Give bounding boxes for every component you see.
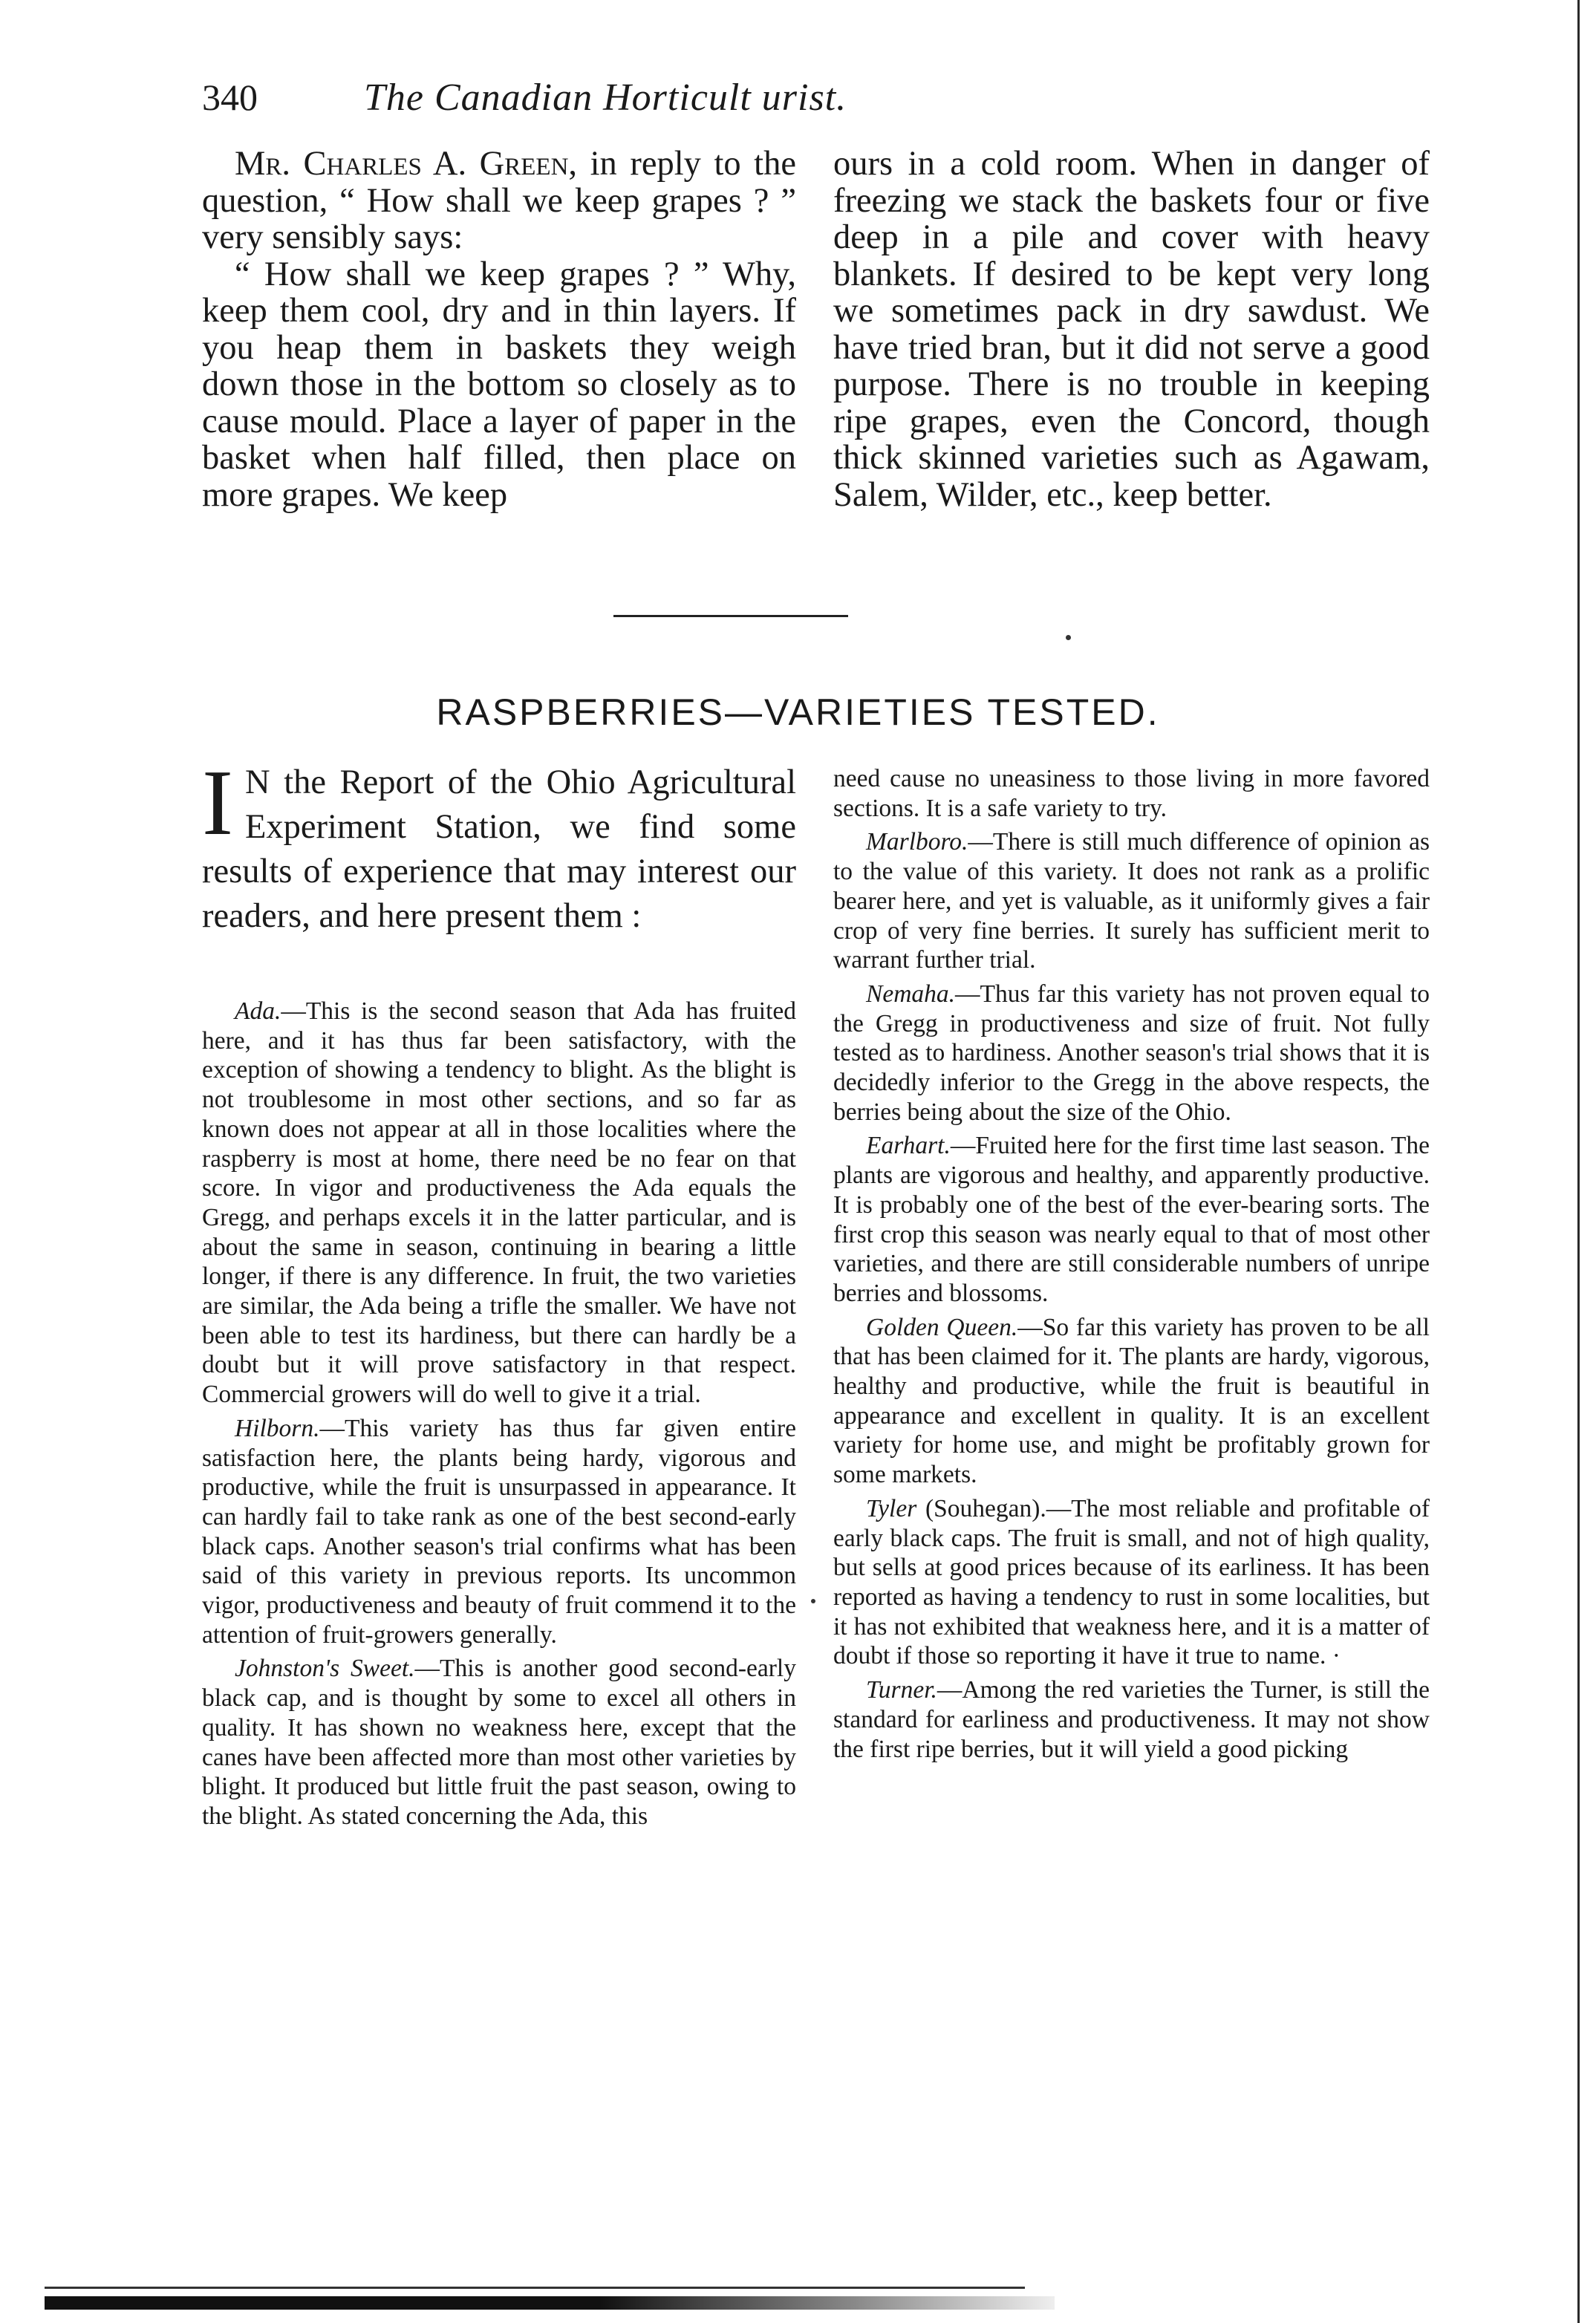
variety-name: Tyler — [866, 1494, 917, 1522]
running-title: The Canadian Horticult urist. — [364, 76, 847, 119]
variety-entry-golden-queen — [833, 1313, 1430, 1490]
variety-name: Hilborn. — [235, 1414, 320, 1442]
top-article-paragraph: ours in a cold room. When in danger of freezing we stack the baskets four or five deep in a pile and cover with heavy blankets. If desired to be kept very long we sometimes pack in dry sawdust. We have tried bran, but it did not serve a good purpose. There is no trouble in keeping ripe grapes, even the Concord, though thick skinned varieties such as Agawam, Salem, Wilder, etc., keep better. — [833, 145, 1430, 514]
variety-entry-turner — [833, 1675, 1430, 1764]
variety-text: —Thus far this variety has not proven equal to the Gregg in productiveness and size of fruit. Not fully tested as to hardiness. Another season's trial shows that it is decidedly inferior to the Gregg in the above respects, the berries being about the size of the Ohio. — [833, 980, 1430, 1126]
variety-name: Turner. — [866, 1676, 937, 1704]
variety-text: —This variety has thus far given entire satisfaction here, the plants being hardy, vigorous and productive, while the fruit is unsurpassed in appearance. It can hardly fail to take rank as one of the best second-early black caps. Another season's trial confirms what has been said of this variety in previous reports. Its uncommon vigor, productiveness and beauty of fruit commend it to the attention of fruit-growers generally. — [202, 1414, 796, 1649]
paragraph-text: , in reply to the question, “ How shall we keep grapes ? ” very sensibly says: — [202, 145, 796, 256]
variety-text: —Among the red varieties the Turner, is still the standard for earliness and productiveness. It may not show the first ripe berries, but it will yield a good picking — [833, 1676, 1430, 1763]
variety-name: Ada. — [235, 997, 281, 1025]
variety-text: —So far this variety has proven to be all that has been claimed for it. The plants are hardy, vigorous, healthy and productive, while the fruit is beautiful in appearance and excellent in quality. It is an excellent variety for home use, and might be profitably grown for some markets. — [833, 1313, 1430, 1489]
variety-entry-nemaha — [833, 980, 1430, 1127]
variety-text: —Fruited here for the first time last season. The plants are vigorous and healthy, and apparently productive. It is probably one of the best of the ever-bearing sorts. The first crop this season was nearly equal to that of most other varieties, and there are still considerable numbers of unripe berries and blossoms. — [833, 1132, 1430, 1307]
variety-entry-earhart — [833, 1131, 1430, 1308]
top-article-left-column — [202, 146, 796, 513]
print-speck — [1066, 635, 1071, 640]
top-article-paragraph: “ How shall we keep grapes ? ” Why, keep them cool, dry and in thin layers. If you heap them in baskets they weigh down those in the bottom so closely as to cause mould. Place a layer of paper in the basket when half filled, then place on more grapes. We keep — [202, 255, 796, 514]
variety-name: Marlboro. — [866, 828, 968, 856]
variety-entry-hilborn — [202, 1414, 796, 1650]
variety-name: Nemaha. — [866, 980, 956, 1008]
section-divider-rule — [613, 615, 848, 617]
article-headline: RASPBERRIES—VARIETIES TESTED. — [436, 691, 1160, 733]
variety-entry-johnstons-sweet — [202, 1654, 796, 1831]
page-edge-line — [1577, 0, 1580, 2323]
author-name: Mr. Charles A. Green — [235, 145, 569, 183]
variety-text: —There is still much difference of opinion as to the value of this variety. It does not rank as a prolific bearer here, and yet is valuable, as it uniformly gives a fair crop of very fine berries. It surely has sufficient merit to warrant further trial. — [833, 828, 1430, 974]
variety-text: —This is the second season that Ada has fruited here, and it has thus far been satisfactory, with the exception of showing a tendency to blight. As the blight is not troublesome in most other sections, and so far as known does not appear at all in those localities where the raspberry is most at home, there need be no fear on that score. In vigor and productiveness the Ada equals the Gregg, and perhaps excels it in the latter particular, and is about the same in season, continuing in bearing a little longer, if there is any difference. In fruit, the two varieties are similar, the Ada being a trifle the smaller. We have not been able to test its hardiness, but there can hardly be a doubt but it will prove satisfactory in that respect. Commercial growers will do well to give it a trial. — [202, 997, 796, 1409]
variety-entry-tyler — [833, 1494, 1430, 1671]
top-article-right-column — [833, 146, 1430, 513]
article-lead — [202, 752, 796, 939]
scan-bottom-line — [45, 2287, 1025, 2289]
variety-entry-ada — [202, 997, 796, 1410]
continued-paragraph: need cause no uneasiness to those living in more favored sections. It is a safe variety to try. — [833, 765, 1430, 822]
variety-name: Earhart. — [866, 1132, 951, 1160]
top-article-paragraph — [202, 146, 796, 256]
variety-text: (Souhegan).—The most reliable and profitable of early black caps. The fruit is small, and not of high quality, but sells at good prices because of its earliness. It has been reported as having a tendency to rust in some localities, but it has not exhibited that weakness here, and it is a matter of doubt if those so reporting it have it true to name. · — [833, 1494, 1430, 1670]
variety-name: Johnston's Sweet. — [235, 1655, 415, 1683]
article-left-column — [202, 997, 796, 1836]
variety-entry-marlboro — [833, 827, 1430, 975]
page-number: 340 — [202, 76, 258, 118]
scan-bottom-bar — [45, 2296, 1055, 2310]
lead-paragraph — [202, 752, 796, 939]
drop-cap: I — [202, 752, 233, 855]
variety-name: Golden Queen. — [866, 1313, 1018, 1341]
article-right-column — [833, 764, 1430, 1768]
gutter-mark — [811, 1599, 815, 1603]
variety-text: —This is another good second-early black cap, and is thought by some to excel all others in quality. It has shown no weakness here, except that the canes have been affected more than most other varieties by blight. It produced but little fruit the past season, owing to the blight. As stated concerning the Ada, this — [202, 1655, 796, 1830]
lead-text: N the Report of the Ohio Agricultural Experiment Station, we find some results of experience that may interest our readers, and here present them : — [202, 763, 796, 935]
